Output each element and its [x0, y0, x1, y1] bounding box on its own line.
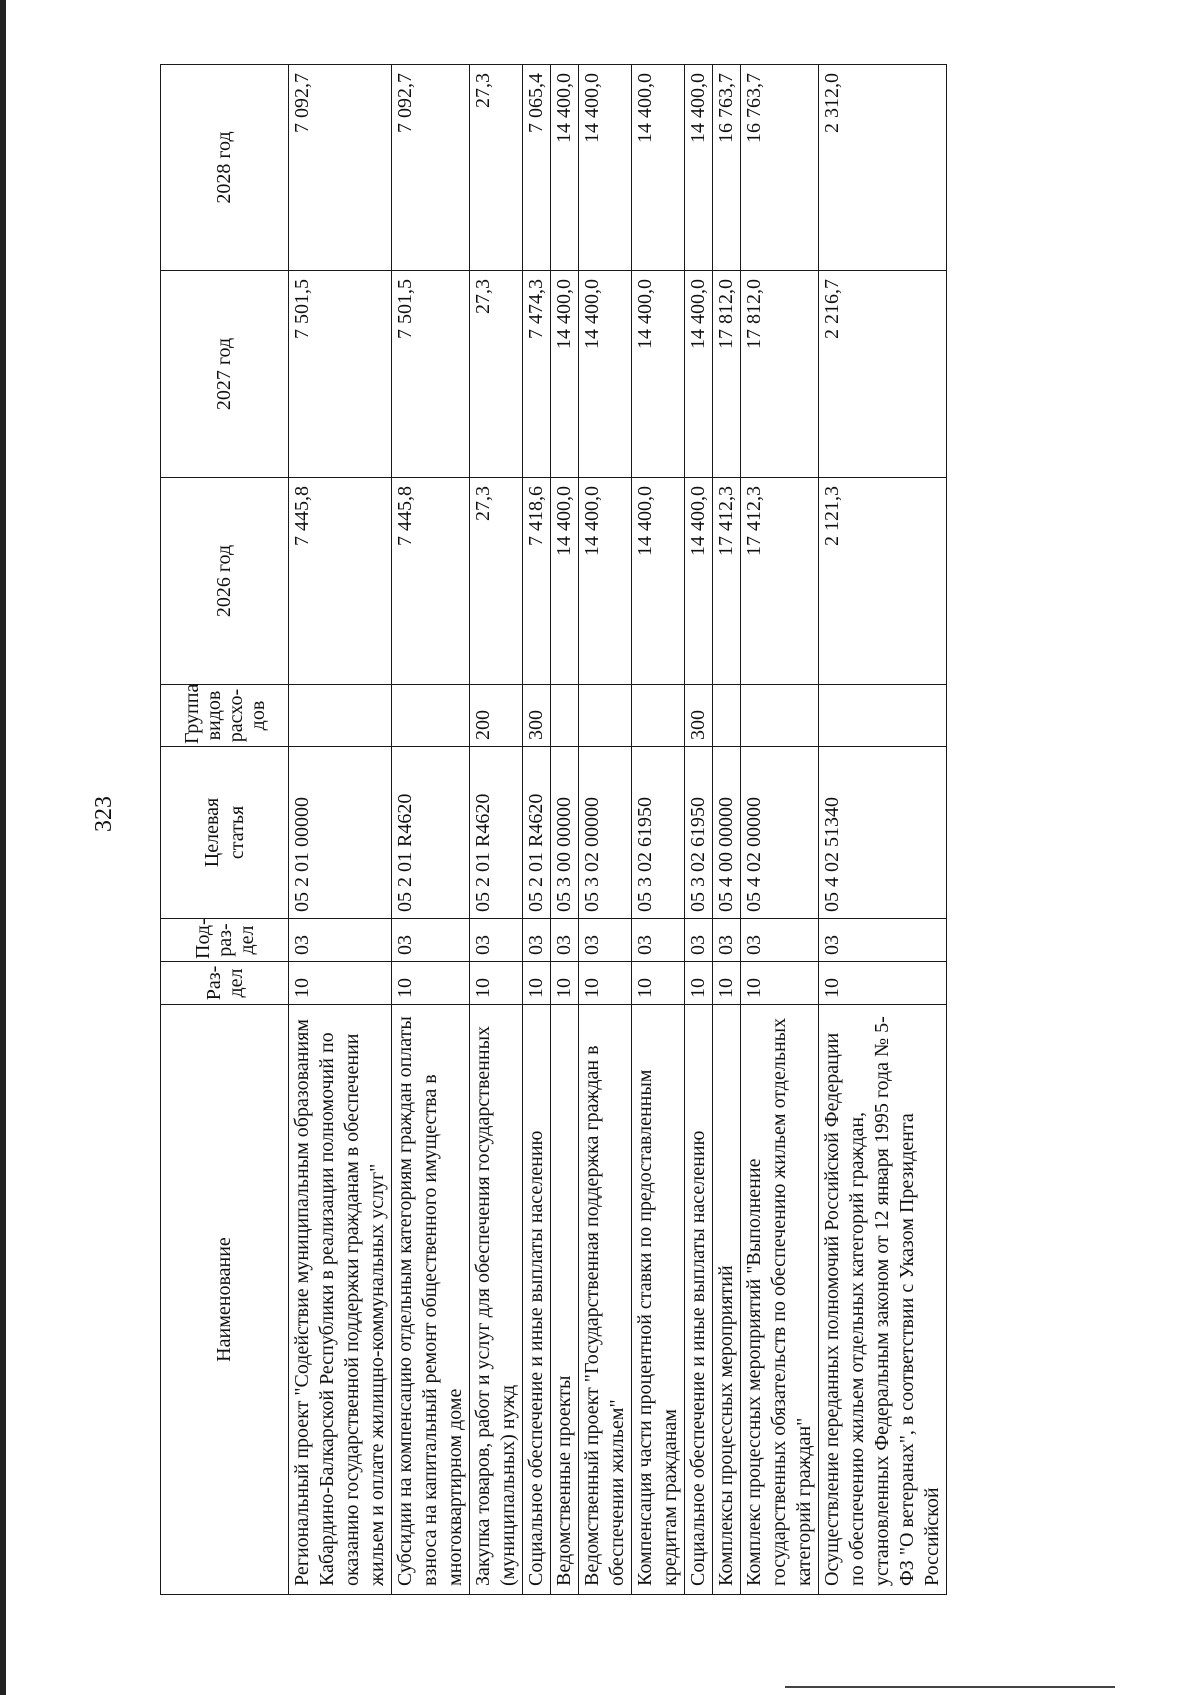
cell-2027: 17 812,0 [741, 271, 819, 478]
cell-gruppa [632, 685, 685, 747]
cell-gruppa [392, 685, 470, 747]
table-row [741, 65, 819, 1595]
cell-name: Ведомственный проект "Государственная поддержка граждан в обеспечении жильем" [579, 1005, 632, 1595]
cell-2026: 7 445,8 [392, 478, 470, 685]
header-gruppa: Группа видов расхо- дов [161, 685, 289, 747]
cell-tselevaya: 05 4 02 51340 [819, 747, 947, 919]
cell-podrazdel: 03 [685, 919, 713, 962]
cell-tselevaya: 05 2 01 R4620 [392, 747, 470, 919]
cell-2028: 7 092,7 [392, 65, 470, 271]
cell-2026: 7 418,6 [523, 478, 551, 685]
cell-tselevaya: 05 3 02 61950 [685, 747, 713, 919]
cell-razdel: 10 [392, 962, 470, 1005]
cell-2028: 14 400,0 [685, 65, 713, 271]
cell-2028: 14 400,0 [551, 65, 579, 271]
cell-2028: 27,3 [470, 65, 523, 271]
cell-podrazdel: 03 [470, 919, 523, 962]
cell-podrazdel: 03 [392, 919, 470, 962]
cell-2027: 14 400,0 [579, 271, 632, 478]
cell-2028: 7 092,7 [289, 65, 392, 271]
cell-razdel: 10 [819, 962, 947, 1005]
cell-razdel: 10 [741, 962, 819, 1005]
cell-podrazdel: 03 [713, 919, 741, 962]
cell-name: Комплексы процессных мероприятий [713, 1005, 741, 1595]
cell-name: Комплекс процессных мероприятий "Выполнение государственных обязательств по обеспечению жильем отдельных категорий граждан" [741, 1005, 819, 1595]
cell-podrazdel: 03 [551, 919, 579, 962]
cell-tselevaya: 05 3 02 61950 [632, 747, 685, 919]
rotated-table-wrapper [160, 65, 1200, 1595]
cell-2028: 14 400,0 [632, 65, 685, 271]
cell-tselevaya: 05 2 01 00000 [289, 747, 392, 919]
table-row [579, 65, 632, 1595]
cell-podrazdel: 03 [579, 919, 632, 962]
scan-bottom-line [785, 1686, 1115, 1688]
cell-2027: 7 501,5 [289, 271, 392, 478]
cell-name: Осуществление переданных полномочий Российской Федерации по обеспечению жильем отдельных категорий граждан, установленных Федеральным законом от 12 января 1995 года № 5-ФЗ "О ветеранах", в соответствии с Указом Президента Российской [819, 1005, 947, 1595]
cell-podrazdel: 03 [632, 919, 685, 962]
cell-tselevaya: 05 4 02 00000 [741, 747, 819, 919]
cell-2027: 7 501,5 [392, 271, 470, 478]
cell-2026: 7 445,8 [289, 478, 392, 685]
cell-razdel: 10 [713, 962, 741, 1005]
cell-name: Региональный проект "Содействие муниципальным образованиям Кабардино-Балкарской Республики в реализации полномочий по оказанию государственной поддержки гражданам в обеспечении жильем и оплате жилищно-коммунальных услуг" [289, 1005, 392, 1595]
page-number: 323 [91, 796, 117, 832]
cell-tselevaya: 05 3 02 00000 [579, 747, 632, 919]
cell-podrazdel: 03 [289, 919, 392, 962]
cell-2026: 27,3 [470, 478, 523, 685]
cell-2026: 14 400,0 [579, 478, 632, 685]
cell-2026: 17 412,3 [713, 478, 741, 685]
cell-tselevaya: 05 2 01 R4620 [470, 747, 523, 919]
cell-name: Социальное обеспечение и иные выплаты населению [685, 1005, 713, 1595]
table-row [523, 65, 551, 1595]
cell-2027: 14 400,0 [685, 271, 713, 478]
table-row [551, 65, 579, 1595]
cell-2028: 2 312,0 [819, 65, 947, 271]
header-razdel: Раз- дел [161, 962, 289, 1005]
cell-2026: 17 412,3 [741, 478, 819, 685]
header-tselevaya: Целевая статья [161, 747, 289, 919]
cell-razdel: 10 [551, 962, 579, 1005]
cell-name: Компенсация части процентной ставки по предоставленным кредитам гражданам [632, 1005, 685, 1595]
cell-razdel: 10 [523, 962, 551, 1005]
cell-gruppa [289, 685, 392, 747]
table-row [632, 65, 685, 1595]
cell-gruppa [741, 685, 819, 747]
cell-gruppa [551, 685, 579, 747]
cell-2026: 14 400,0 [685, 478, 713, 685]
table-row [289, 65, 392, 1595]
cell-2027: 7 474,3 [523, 271, 551, 478]
cell-2027: 17 812,0 [713, 271, 741, 478]
cell-razdel: 10 [632, 962, 685, 1005]
cell-gruppa [713, 685, 741, 747]
cell-razdel: 10 [685, 962, 713, 1005]
cell-2026: 14 400,0 [632, 478, 685, 685]
cell-razdel: 10 [470, 962, 523, 1005]
header-name: Наименование [161, 1005, 289, 1595]
table-row [392, 65, 470, 1595]
cell-2027: 2 216,7 [819, 271, 947, 478]
cell-razdel: 10 [579, 962, 632, 1005]
header-row [161, 65, 289, 1595]
cell-name: Субсидии на компенсацию отдельным категориям граждан оплаты взноса на капитальный ремонт общественного имущества в многоквартирном доме [392, 1005, 470, 1595]
cell-razdel: 10 [289, 962, 392, 1005]
cell-podrazdel: 03 [819, 919, 947, 962]
cell-podrazdel: 03 [523, 919, 551, 962]
cell-2028: 7 065,4 [523, 65, 551, 271]
cell-2026: 2 121,3 [819, 478, 947, 685]
table-row [713, 65, 741, 1595]
cell-podrazdel: 03 [741, 919, 819, 962]
table-row [685, 65, 713, 1595]
scan-edge-bar [0, 0, 6, 1695]
cell-gruppa: 300 [685, 685, 713, 747]
table-row [819, 65, 947, 1595]
cell-2027: 27,3 [470, 271, 523, 478]
cell-tselevaya: 05 4 00 00000 [713, 747, 741, 919]
header-podrazdel: Под- раз- дел [161, 919, 289, 962]
cell-gruppa [819, 685, 947, 747]
header-2028: 2028 год [161, 65, 289, 271]
cell-tselevaya: 05 3 00 00000 [551, 747, 579, 919]
cell-2028: 16 763,7 [741, 65, 819, 271]
cell-name: Социальное обеспечение и иные выплаты населению [523, 1005, 551, 1595]
budget-table [160, 64, 947, 1595]
cell-tselevaya: 05 2 01 R4620 [523, 747, 551, 919]
cell-name: Закупка товаров, работ и услуг для обеспечения государственных (муниципальных) нужд [470, 1005, 523, 1595]
cell-gruppa [579, 685, 632, 747]
cell-gruppa: 300 [523, 685, 551, 747]
cell-2027: 14 400,0 [632, 271, 685, 478]
cell-2028: 16 763,7 [713, 65, 741, 271]
table-row [470, 65, 523, 1595]
cell-2026: 14 400,0 [551, 478, 579, 685]
cell-name: Ведомственные проекты [551, 1005, 579, 1595]
cell-gruppa: 200 [470, 685, 523, 747]
header-2027: 2027 год [161, 271, 289, 478]
cell-2028: 14 400,0 [579, 65, 632, 271]
header-2026: 2026 год [161, 478, 289, 685]
cell-2027: 14 400,0 [551, 271, 579, 478]
